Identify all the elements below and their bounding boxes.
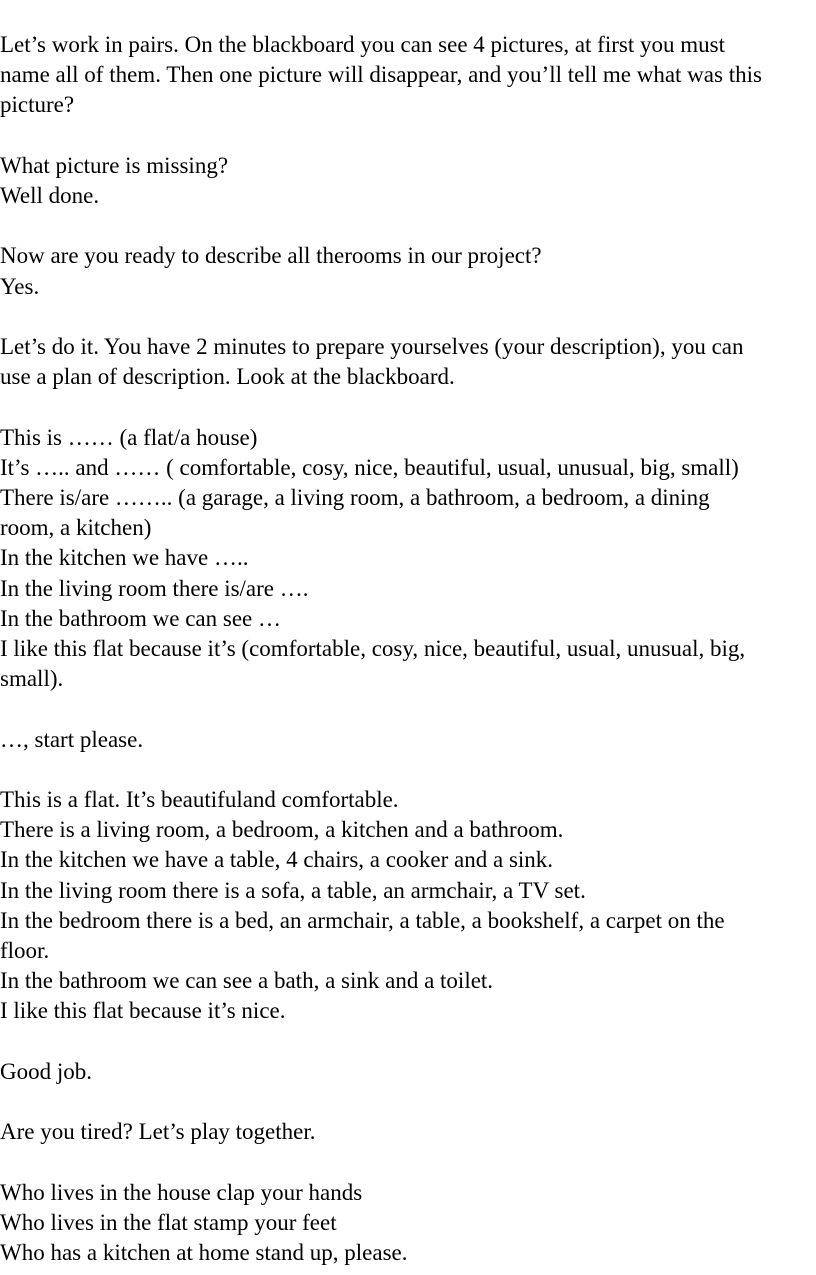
text-line: picture?	[0, 92, 75, 118]
text-line: Good job.	[0, 1058, 92, 1084]
paragraph-spacer	[0, 1147, 812, 1177]
paragraph-spacer	[0, 694, 812, 724]
text-line: In the living room there is a sofa, a table, an armchair, a TV set.	[0, 877, 586, 903]
text-line: I like this flat because it’s nice.	[0, 998, 286, 1024]
text-line: Now are you ready to describe all therooms in our project?	[0, 243, 542, 269]
paragraph-sample-description	[0, 785, 812, 1027]
paragraph-spacer	[0, 1087, 812, 1117]
paragraph-missing-picture	[0, 151, 812, 211]
text-line: Let’s work in pairs. On the blackboard you can see 4 pictures, at first you must	[0, 32, 725, 57]
paragraph-spacer	[0, 755, 812, 785]
text-line: In the kitchen we have a table, 4 chairs, a cooker and a sink.	[0, 847, 554, 873]
paragraph-ready-question	[0, 241, 812, 301]
text-line: Let’s do it. You have 2 minutes to prepare yourselves (your description), you can	[0, 333, 744, 359]
paragraph-spacer	[0, 211, 812, 241]
text-line: In the living room there is/are ….	[0, 575, 309, 601]
paragraph-spacer	[0, 121, 812, 151]
text-line: In the kitchen we have …..	[0, 545, 249, 571]
text-line: room, a kitchen)	[0, 515, 152, 541]
document-body	[0, 30, 812, 1268]
text-line: name all of them. Then one picture will disappear, and you’ll tell me what was this	[0, 62, 762, 88]
text-line: Yes.	[0, 273, 40, 299]
text-line: This is a flat. It’s beautifuland comfortable.	[0, 786, 399, 812]
paragraph-game-rhyme	[0, 1178, 812, 1269]
text-line: Who lives in the flat stamp your feet	[0, 1209, 337, 1235]
text-line: In the bedroom there is a bed, an armchair, a table, a bookshelf, a carpet on the	[0, 907, 725, 933]
paragraph-instructions-pairs	[0, 30, 812, 121]
text-line: In the bathroom we can see …	[0, 605, 282, 631]
text-line: It’s ….. and …… ( comfortable, cosy, nice, beautiful, usual, unusual, big, small)	[0, 454, 739, 480]
text-line: use a plan of description. Look at the blackboard.	[0, 364, 455, 390]
paragraph-description-plan	[0, 423, 812, 695]
text-line: There is/are …….. (a garage, a living room, a bathroom, a bedroom, a dining	[0, 484, 710, 510]
text-line: In the bathroom we can see a bath, a sink and a toilet.	[0, 968, 494, 994]
paragraph-spacer	[0, 392, 812, 422]
paragraph-start-please	[0, 725, 812, 755]
paragraph-spacer	[0, 1027, 812, 1057]
text-line: Who lives in the house clap your hands	[0, 1179, 363, 1205]
text-line: Are you tired? Let’s play together.	[0, 1119, 316, 1145]
text-line: Well done.	[0, 183, 100, 208]
paragraph-spacer	[0, 302, 812, 332]
paragraph-prepare-description	[0, 332, 812, 392]
text-line: floor.	[0, 938, 50, 963]
paragraph-good-job	[0, 1057, 812, 1087]
paragraph-play-together	[0, 1117, 812, 1147]
text-line: This is …… (a flat/a house)	[0, 424, 258, 450]
text-line: …, start please.	[0, 726, 144, 752]
text-line: I like this flat because it’s (comfortable, cosy, nice, beautiful, usual, unusual, big,	[0, 636, 746, 661]
text-line: Who has a kitchen at home stand up, please.	[0, 1239, 408, 1265]
text-line: There is a living room, a bedroom, a kitchen and a bathroom.	[0, 817, 564, 843]
text-line: What picture is missing?	[0, 152, 229, 178]
text-line: small).	[0, 666, 64, 692]
